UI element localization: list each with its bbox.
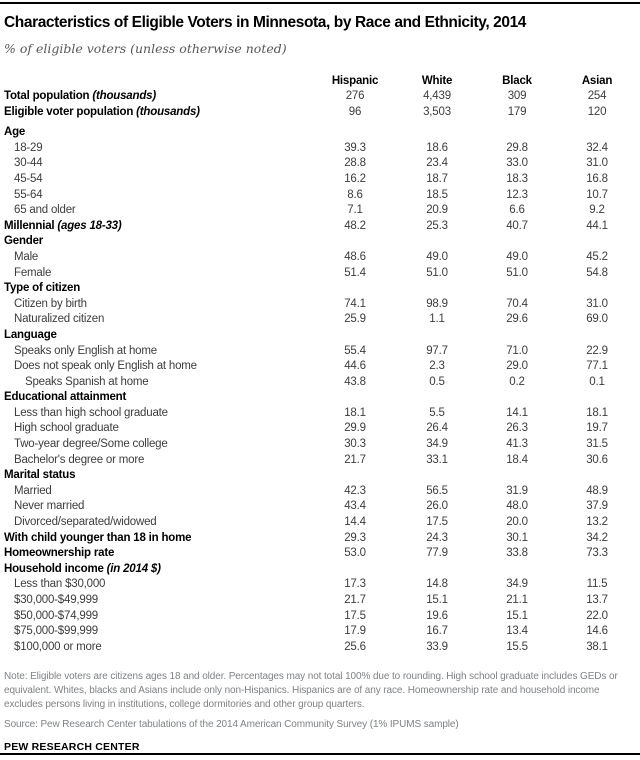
- row-label: Does not speak only English at home: [14, 360, 197, 373]
- value-cell: 18.7: [426, 172, 448, 185]
- value-cell: 21.7: [344, 594, 366, 606]
- table-row: [4, 593, 638, 609]
- value-cell: 12.3: [506, 188, 528, 201]
- row-label: Never married: [14, 500, 85, 513]
- value-cell: 41.3: [506, 438, 528, 451]
- row-label: $100,000 or more: [14, 640, 102, 653]
- value-cell: 19.7: [586, 422, 608, 435]
- value-cell: 49.0: [426, 250, 448, 263]
- value-cell: 30.3: [344, 438, 366, 451]
- value-cell: 309: [507, 90, 527, 102]
- row-label: Less than high school graduate: [14, 406, 168, 419]
- row-label-note: (thousands): [133, 105, 200, 118]
- value-cell: 53.0: [344, 547, 366, 560]
- value-cell: 16.2: [344, 172, 366, 185]
- row-label: 55-64: [14, 188, 43, 201]
- value-cell: 32.4: [586, 141, 608, 154]
- value-cell: 33.8: [506, 547, 528, 560]
- row-label: Male: [14, 250, 39, 263]
- value-cell: 15.1: [426, 594, 448, 606]
- value-cell: 39.3: [344, 141, 366, 154]
- row-label: Bachelor's degree or more: [14, 453, 145, 466]
- value-cell: 24.3: [426, 531, 448, 544]
- value-cell: 49.0: [506, 250, 528, 263]
- table-row: [4, 515, 638, 531]
- table-row: [4, 375, 638, 391]
- row-label: Naturalized citizen: [14, 313, 105, 326]
- value-cell: 30.6: [586, 453, 608, 466]
- value-cell: 26.3: [506, 422, 528, 435]
- value-cell: 14.1: [506, 406, 528, 419]
- value-cell: 44.6: [344, 360, 366, 373]
- row-label: 18-29: [14, 141, 43, 154]
- value-cell: 34.9: [426, 438, 448, 451]
- row-label: Gender: [4, 235, 44, 248]
- value-cell: 29.3: [344, 531, 366, 544]
- value-cell: 55.4: [344, 344, 366, 357]
- value-cell: 30.1: [506, 531, 528, 544]
- value-cell: 1.1: [429, 313, 445, 326]
- value-cell: 18.1: [344, 406, 366, 419]
- value-cell: 20.0: [506, 516, 528, 529]
- value-cell: 19.6: [426, 609, 448, 622]
- value-cell: 9.2: [589, 204, 605, 217]
- table-row: [4, 546, 638, 562]
- value-cell: 77.9: [426, 547, 448, 560]
- value-cell: 56.5: [426, 484, 448, 497]
- value-cell: 14.4: [344, 516, 366, 529]
- table-row: [4, 359, 638, 375]
- column-header: White: [421, 75, 453, 87]
- value-cell: 37.9: [586, 500, 608, 513]
- value-cell: 69.0: [586, 313, 608, 326]
- value-cell: 18.4: [506, 453, 528, 466]
- row-label-note: (in 2014 $): [103, 562, 161, 575]
- bottom-rule: [0, 753, 640, 755]
- table-row: [4, 453, 638, 469]
- data-table: [4, 74, 638, 655]
- footnote-text: Note: Eligible voters are citizens ages 18 and older. Percentages may not total 100% due to rounding. High school graduate includes GEDs or equivalent. Whites, blacks and Asians include only non-Hispanics. Hispanics are of any race. Homeownership rate and household income excludes persons living in institutions, college dormitories and other group quarters.: [4, 671, 618, 710]
- table-row: [4, 406, 638, 422]
- value-cell: 31.5: [586, 438, 608, 451]
- value-cell: 25.6: [344, 640, 366, 653]
- value-cell: 179: [507, 105, 527, 118]
- table-row: [4, 312, 638, 328]
- table-row: [4, 328, 638, 344]
- row-label: Speaks Spanish at home: [25, 375, 149, 388]
- value-cell: 7.1: [347, 204, 363, 217]
- value-cell: 40.7: [506, 219, 528, 232]
- value-cell: 25.9: [344, 313, 366, 326]
- value-cell: 29.0: [506, 360, 528, 373]
- value-cell: 120: [587, 105, 607, 118]
- value-cell: 96: [348, 105, 362, 118]
- table-row: [4, 484, 638, 500]
- row-label: Homeownership rate: [4, 547, 115, 560]
- value-cell: 51.0: [426, 266, 448, 279]
- table-row: [4, 609, 638, 625]
- value-cell: 8.6: [347, 188, 363, 201]
- table-row: [4, 562, 638, 578]
- value-cell: 3,503: [423, 105, 451, 118]
- value-cell: 17.3: [344, 578, 366, 591]
- table-row: [4, 421, 638, 437]
- row-label: Millennial (ages 18-33): [4, 219, 122, 232]
- row-label: Marital status: [4, 469, 76, 482]
- value-cell: 26.0: [426, 500, 448, 513]
- value-cell: 15.5: [506, 640, 528, 653]
- row-label: Less than $30,000: [14, 578, 106, 591]
- table-row: [4, 89, 638, 105]
- value-cell: 29.9: [344, 422, 366, 435]
- value-cell: 16.8: [586, 172, 608, 185]
- row-label: Age: [4, 126, 26, 139]
- value-cell: 18.3: [506, 172, 528, 185]
- value-cell: 14.6: [586, 625, 608, 638]
- value-cell: 33.9: [426, 640, 448, 653]
- row-label: 45-54: [14, 172, 43, 185]
- value-cell: 14.8: [426, 578, 448, 591]
- value-cell: 34.9: [506, 578, 528, 591]
- value-cell: 33.0: [506, 157, 528, 170]
- row-label: Married: [14, 484, 52, 497]
- column-header: Asian: [581, 75, 613, 87]
- value-cell: 11.5: [586, 578, 608, 591]
- row-label: 65 and older: [14, 204, 76, 217]
- table-row: [4, 390, 638, 406]
- row-label: $75,000-$99,999: [14, 625, 98, 638]
- value-cell: 74.1: [344, 297, 366, 310]
- value-cell: 31.0: [586, 157, 608, 170]
- top-rule: [0, 2, 640, 4]
- value-cell: 20.9: [426, 204, 448, 217]
- row-label: Divorced/separated/widowed: [14, 516, 157, 529]
- table-row: [4, 531, 638, 547]
- value-cell: 28.8: [344, 157, 366, 170]
- value-cell: 4,439: [423, 90, 451, 102]
- value-cell: 15.1: [506, 609, 528, 622]
- table-row: [4, 437, 638, 453]
- page-subtitle: % of eligible voters (unless otherwise noted): [4, 41, 287, 56]
- value-cell: 43.8: [344, 375, 366, 388]
- row-label: Educational attainment: [4, 391, 127, 404]
- value-cell: 77.1: [586, 360, 608, 373]
- value-cell: 29.6: [506, 313, 528, 326]
- value-cell: 18.1: [586, 406, 608, 419]
- value-cell: 13.2: [586, 516, 608, 529]
- value-cell: 0.2: [509, 375, 525, 388]
- value-cell: 0.1: [589, 375, 605, 388]
- value-cell: 51.0: [506, 266, 528, 279]
- value-cell: 18.6: [426, 141, 448, 154]
- table-row: [4, 172, 638, 188]
- row-label-note: (ages 18-33): [54, 219, 122, 232]
- row-label: Type of citizen: [4, 282, 81, 295]
- value-cell: 51.4: [344, 266, 366, 279]
- value-cell: 17.5: [344, 609, 366, 622]
- table-row: [4, 344, 638, 360]
- row-label: Two-year degree/Some college: [14, 438, 168, 451]
- value-cell: 23.4: [426, 157, 448, 170]
- value-cell: 17.9: [344, 625, 366, 638]
- value-cell: 6.6: [509, 204, 525, 217]
- table-row: [4, 105, 638, 121]
- value-cell: 48.6: [344, 250, 366, 263]
- value-cell: 254: [587, 90, 607, 102]
- row-label: $30,000-$49,999: [14, 594, 98, 606]
- value-cell: 22.9: [586, 344, 608, 357]
- value-cell: 0.5: [429, 375, 445, 388]
- value-cell: 48.2: [344, 219, 366, 232]
- table-row: [4, 141, 638, 157]
- table-row: [4, 156, 638, 172]
- value-cell: 2.3: [429, 360, 445, 373]
- value-cell: 29.8: [506, 141, 528, 154]
- row-label-note: (thousands): [89, 90, 156, 102]
- value-cell: 17.5: [426, 516, 448, 529]
- row-label: Eligible voter population (thousands): [4, 105, 200, 118]
- value-cell: 45.2: [586, 250, 608, 263]
- column-header: Black: [502, 75, 532, 87]
- row-label: Citizen by birth: [14, 297, 87, 310]
- row-label: High school graduate: [14, 422, 119, 435]
- value-cell: 25.3: [426, 219, 448, 232]
- table-row: [4, 250, 638, 266]
- row-label: Speaks only English at home: [14, 344, 157, 357]
- table-row: [4, 468, 638, 484]
- value-cell: 71.0: [506, 344, 528, 357]
- table-body: [4, 89, 638, 655]
- value-cell: 18.5: [426, 188, 448, 201]
- pew-research-center-wordmark: PEW RESEARCH CENTER: [4, 740, 140, 753]
- value-cell: 13.7: [586, 594, 608, 606]
- row-label: $50,000-$74,999: [14, 609, 98, 622]
- value-cell: 21.7: [344, 453, 366, 466]
- value-cell: 42.3: [344, 484, 366, 497]
- value-cell: 276: [345, 90, 365, 102]
- value-cell: 31.9: [506, 484, 528, 497]
- page-title: Characteristics of Eligible Voters in Minnesota, by Race and Ethnicity, 2014: [4, 14, 527, 31]
- value-cell: 48.0: [506, 500, 528, 513]
- table-row: [4, 188, 638, 204]
- table-row: [4, 203, 638, 219]
- value-cell: 48.9: [586, 484, 608, 497]
- table-header-row: [4, 74, 638, 89]
- value-cell: 73.3: [586, 547, 608, 560]
- row-label: Household income (in 2014 $): [4, 562, 161, 575]
- value-cell: 16.7: [426, 625, 448, 638]
- value-cell: 54.8: [586, 266, 608, 279]
- row-label: With child younger than 18 in home: [4, 531, 192, 544]
- source-text: Source: Pew Research Center tabulations of the 2014 American Community Survey (1% IPUMS sample): [4, 718, 459, 730]
- row-label: Female: [14, 266, 52, 279]
- table-row: [4, 624, 638, 640]
- value-cell: 44.1: [586, 219, 608, 232]
- value-cell: 10.7: [586, 188, 608, 201]
- value-cell: 31.0: [586, 297, 608, 310]
- value-cell: 33.1: [426, 453, 448, 466]
- report-figure: [0, 13, 640, 753]
- table-row: [4, 219, 638, 235]
- value-cell: 21.1: [506, 594, 528, 606]
- table-row: [4, 577, 638, 593]
- row-label: 30-44: [14, 157, 43, 170]
- column-header: Hispanic: [331, 75, 379, 87]
- value-cell: 13.4: [506, 625, 528, 638]
- table-row: [4, 499, 638, 515]
- row-label: Language: [4, 328, 57, 341]
- value-cell: 43.4: [344, 500, 366, 513]
- value-cell: 70.4: [506, 297, 528, 310]
- table-row: [4, 297, 638, 313]
- table-row: [4, 125, 638, 141]
- value-cell: 22.0: [586, 609, 608, 622]
- value-cell: 98.9: [426, 297, 448, 310]
- table-row: [4, 266, 638, 282]
- table-row: [4, 234, 638, 250]
- value-cell: 26.4: [426, 422, 448, 435]
- value-cell: 5.5: [429, 406, 445, 419]
- value-cell: 97.7: [426, 344, 448, 357]
- value-cell: 34.2: [586, 531, 608, 544]
- table-row: [4, 640, 638, 656]
- table-row: [4, 281, 638, 297]
- row-label: Total population (thousands): [4, 90, 156, 102]
- value-cell: 38.1: [586, 640, 608, 653]
